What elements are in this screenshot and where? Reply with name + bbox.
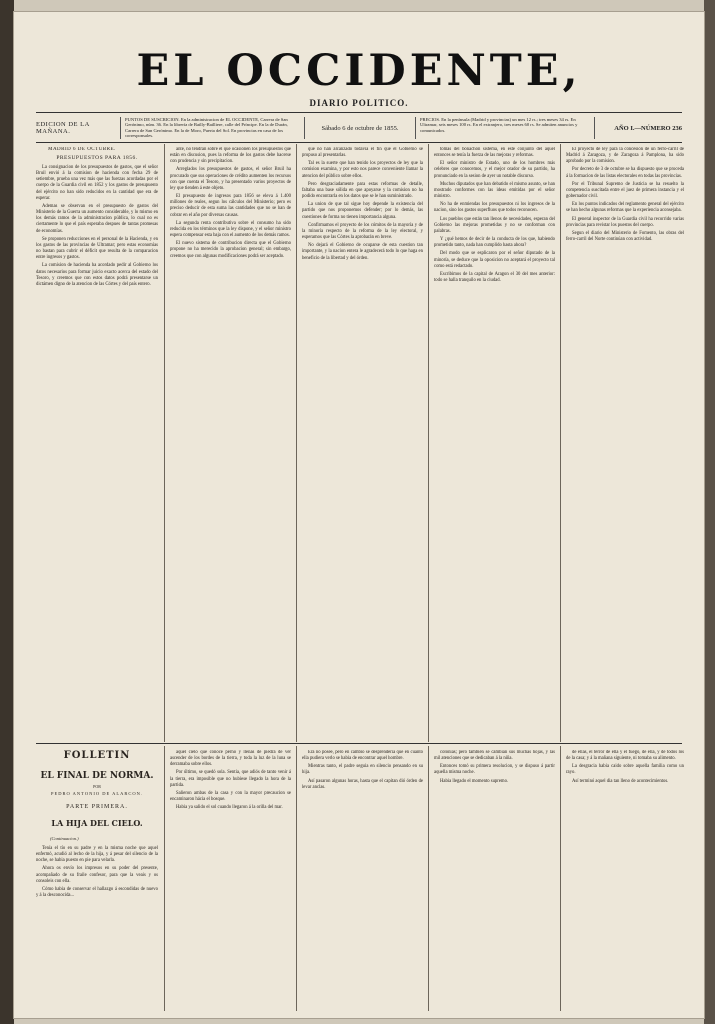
paragraph: Del modo que se esplicaron por el señor diputado de la minoría, se deduce que la oposicion no aceptará el proyecto tal como está redactado. [434,251,555,269]
paragraph: El señor ministro de Estado, uno de los hombres más celebres que conocemos, y el mejor orador de su partido, ha pronunciado en la sesion de ayer un notable discurso. [434,161,555,179]
header-rule-bottom [36,142,682,143]
column-divider [164,746,165,1011]
paragraph: Mientras tanto, el padre seguia en silencio pensando en su hija. [302,764,423,776]
paragraph: En los puntos indicados del reglamento general del ejército se han hecho algunas reformas que la experiencia aconsejaba. [566,202,684,214]
paragraph: tomas del bonachón sistema, en este conjunto del aquel entonces se tenía la fuerza de las mejoras y reformas. [434,147,555,159]
paragraph: Confirmamos el proyecto de los cómitos de la mayoría y de la minoría respecto de la reforma de la ley electoral, y esperamos que las Córtes la aprobarán en breve. [302,222,423,241]
column-divider [428,746,429,1011]
folletin-column-2 [170,750,291,1012]
folletin-column-5 [566,750,684,1012]
column-divider [296,746,297,1011]
book-spine [0,0,14,1024]
paragraph: Pero desgraciadamente para estas reformas de detalle, faltaba una base sólida en que apoyarse y la comision no ha podido encontrarla en los datos que se le han suministrado. [302,181,423,200]
folletin-continuation: (Continuacion.) [50,836,79,841]
paragraph: El general inspector de la Guardia civil ha recorrido varias provincias para revistar los puestos del cuerpo. [566,216,684,228]
paragraph: La comision de hacienda ha acordado pedir al Gobierno los datos necesarios para formar juicio exacto acerca del estado del Tesoro, y creemos que con estos datos podrá presentarse un dictámen digno de la atencion de las Córtes y del país entero. [36,263,158,287]
paragraph: La desgracia habia caido sobre aquella familia como un rayo. [566,764,684,776]
folletin-column-1 [36,750,158,1012]
paragraph: ante, no tendrán sobre el que ocasionen los presupuestos que están en discusion, pues la reforma de los gastos debe hacerse con prudencia y sin precipitacion. [170,147,291,165]
folletin-chapter: LA HIJA DEL CIELO. [51,818,143,828]
newspaper-title: EL OCCIDENTE, [136,46,582,96]
paragraph: El proyecto de ley para la concesion de un ferro-carril de Madrid á Zaragoza, y de Zaragoza á Pamplona, ha sido aprobado por la comision. [566,147,684,165]
folletin-rule [36,743,682,744]
paragraph: La segunda renta contributiva sobre el consumo ha sido reducida en los términos que la ley dispone, y el señor ministro espera compensar esta baja con el aumento de los demás ramos. [170,220,291,239]
paragraph: Así terminó aquel dia tan lleno de acontecimientos. [572,778,669,784]
folletin-label: FOLLETIN [63,750,131,761]
paragraph: Muchos diputados que han debatido el mismo asunto, se han mostrado conformes con las ideas emitidas por el señor ministro. [434,181,555,200]
paragraph: Tenía el tío en su padre y en la misma noche que aquel enfermó, acudió al lecho de la hija, y á pesar del silencio de la noche, se habia puesto en pie para velarla. [36,846,158,864]
header-rule-top [36,112,682,113]
paragraph: Y ¿qué hemos de decir de la conducta de los que, habiendo prometido tanto, nada han cumplido hasta ahora? [434,237,555,249]
paragraph: Por decreto de 3 de octubre se ha dispuesto que se proceda á la formacion de las listas electorales en todas las provincias. [566,167,684,179]
article-column-2 [170,147,291,739]
edition-label: EDICION DE LA MAÑANA. [36,121,90,135]
paragraph: Habia ya salido el sol cuando llegaron á la orilla del mar. [176,805,283,811]
issue-number: AÑO I.—NÚMERO 236 [614,124,682,132]
article-column-3 [302,147,423,739]
article-column-1 [36,147,158,739]
article-column-4 [434,147,555,739]
folletin-part: PARTE PRIMERA. [66,804,128,810]
subscription-note: PUNTOS DE SUSCRICION. En la administracion de EL OCCIDENTE, Carrera de San Gerónimo, núm. 36. En la librería de Bailly-Bailliere, calle del Príncipe. En la de Durán, Carrera de San Gerónimo. En la de Moro, Puerta del Sol. En provincias en casa de los corresponsales. [120,117,305,139]
paragraph: El nuevo sistema de contribucion directa que el Gobierno propone no ha merecido la aprobacion general; sin embargo, creemos que con algunas modificaciones podrá ser aceptado. [170,241,291,259]
paragraph: Era no posee, pero en cambio se desprenderia que en cuanto ella pudiera verlo se habia de encontrar aquel hombre. [302,750,423,762]
paragraph: No ha de enmiendas los presupuestos ni los ingresos de la nacion, sino los gastos superfluos que todos reconocen. [434,202,555,214]
paragraph: La union de que tal sigue hoy depende la existencia del partido que nos proponemos defender; por lo demás, las cuestiones de forma no tienen importancia alguna. [302,202,423,220]
paragraph: Así pasaron algunas horas, hasta que el capitan dió órden de levar anclas. [302,778,423,790]
paragraph: Habia llegado el momento supremo. [440,778,509,784]
paragraph: Salieron ambas de la casa y con la mayor precaucion se encaminaron hácia el bosque. [170,790,291,803]
newspaper-subtitle: DIARIO POLITICO. [309,98,409,108]
article-heading: PRESUPUESTOS PARA 1856. [56,155,138,161]
newspaper-page [14,12,704,1018]
paragraph: El presupuesto de ingresos para 1856 se eleva á 1.400 millones de reales, segun los cálculos del Ministerio; pero es preciso deducir de esta suma las cantidades que no se han de cobrar en el año por diversas causas. [170,194,291,218]
paragraph: Se proponen reducciones en el personal de la Hacienda, y en los gastos de las provincias de Ultramar; pero estas economías no bastan para cubrir el déficit que resulta de la comparacion entre ingresos y gastos. [36,236,158,261]
paragraph: que no han alcanzado todavía el fin que el Gobierno se propuso al presentarlas. [302,147,423,159]
folletin-column-3 [302,750,423,1012]
page-edge [704,0,715,1024]
paragraph: No dejará el Gobierno de ocuparse de esta cuestion tan importante, y la nacion entera le agradecerá todo lo que haga en beneficio de la libertad y del órden. [302,243,423,261]
masthead [14,20,704,108]
paragraph: Cómo habia de conservar el hallazgo á escondidas de nuevo y á la desconocida... [36,886,158,899]
column-divider [428,144,429,742]
paragraph: Escribimos de la capital de Aragon el 30 del mes anterior: todo se halla tranquilo en la ciudad. [434,271,555,283]
paragraph: Los pueblos que están tan llenos de necesidades, esperan del Gobierno las mejoras prometidas y no se conforman con palabras. [434,216,555,234]
paragraph: Ademas se observan en el presupuesto de gastos del Ministerio de la Guerra un aumento considerable, y lo mismo en los demás ramos de la administracion pública, lo cual no es ciertamente lo que el país esperaba despues de tantas promesas de economías. [36,203,158,234]
paragraph: aquel cielo que conoce perno y llenas de piedra de ver ascender de los bordes de la tierra, y toda la luz de la luna se derramaba sobre ellos. [170,750,291,768]
column-divider [560,144,561,742]
folletin-author: PEDRO ANTONIO DE ALARCON. [51,791,143,796]
issue-date: Sábado 6 de octubre de 1855. [321,124,399,132]
paragraph: Ahora os envío los impresos en su poder del presente, acompañado de su fraile confesor, para que la veais y os consoleis con ella. [36,866,158,884]
dateline: MADRID 6 DE OCTUBRE. [48,147,116,152]
paragraph: La consignacion de los presupuestos de gastos, que el señor Bruil envió á la comision de hacienda con fecha 29 de setiembre, prueba una vez más que las fuerzas acordadas por el cuerpo de la Guardia civil en 1852 y los gastos de presupuesto del ejército no han sido reducidos en la cantidad que era de esperar. [36,165,158,201]
folletin-by: POR [93,784,101,789]
folletin-work-title: EL FINAL DE NORMA. [40,771,154,781]
column-divider [296,144,297,742]
paragraph: colonias; pero también se cambian sus muchas hojas, y las mil atenciones que se dedicaban á la niña. [434,750,555,762]
paragraph: Segun el diario del Ministerio de Fomento, las obras del ferro-carril del Norte continúan con actividad. [566,230,684,243]
paragraph: Entonces tomó su primera resolucion, y se dispuso á partir aquella misma noche. [434,764,555,776]
info-bar [36,116,682,140]
folletin-column-4 [434,750,555,1012]
article-column-5 [566,147,684,739]
column-divider [164,144,165,742]
column-divider [560,746,561,1011]
paragraph: Por el Tribunal Supremo de Justicia se ha resuelto la competencia suscitada entre el juez de primera instancia y el gobernador civil. [566,181,684,200]
paragraph: Por último, se quedó sola. Sentia, que adiós de tanto venir á la tierra, era imposible que no hubiese llegado la hora de la partida. [170,770,291,788]
paragraph: Arreglados los presupuestos de gastos, el señor Bruil ha procurado que sus operaciones de crédito aumenten los recursos con que cuenta el Tesoro, y ha presentado varios proyectos de ley que tienden á este objeto. [170,167,291,191]
paragraph: de ellas, el terror de ella y el fuego, de ella, y de todos los de la casa; y á la mañana siguiente, ni tomaba su alimento. [566,750,684,762]
prices-note: PRECIOS. En la península (Madrid y provincias) un mes 12 rs.; tres meses 34 rs. En Ultramar, seis meses 100 rs. En el extranjero, tres meses 60 rs. Se admiten anuncios y comunicados. [415,117,595,139]
paragraph: Tal es la suerte que han tenido los proyectos de ley que la comision examina, y por esto nos parece conveniente llamar la atencion del público sobre ellos. [302,161,423,179]
